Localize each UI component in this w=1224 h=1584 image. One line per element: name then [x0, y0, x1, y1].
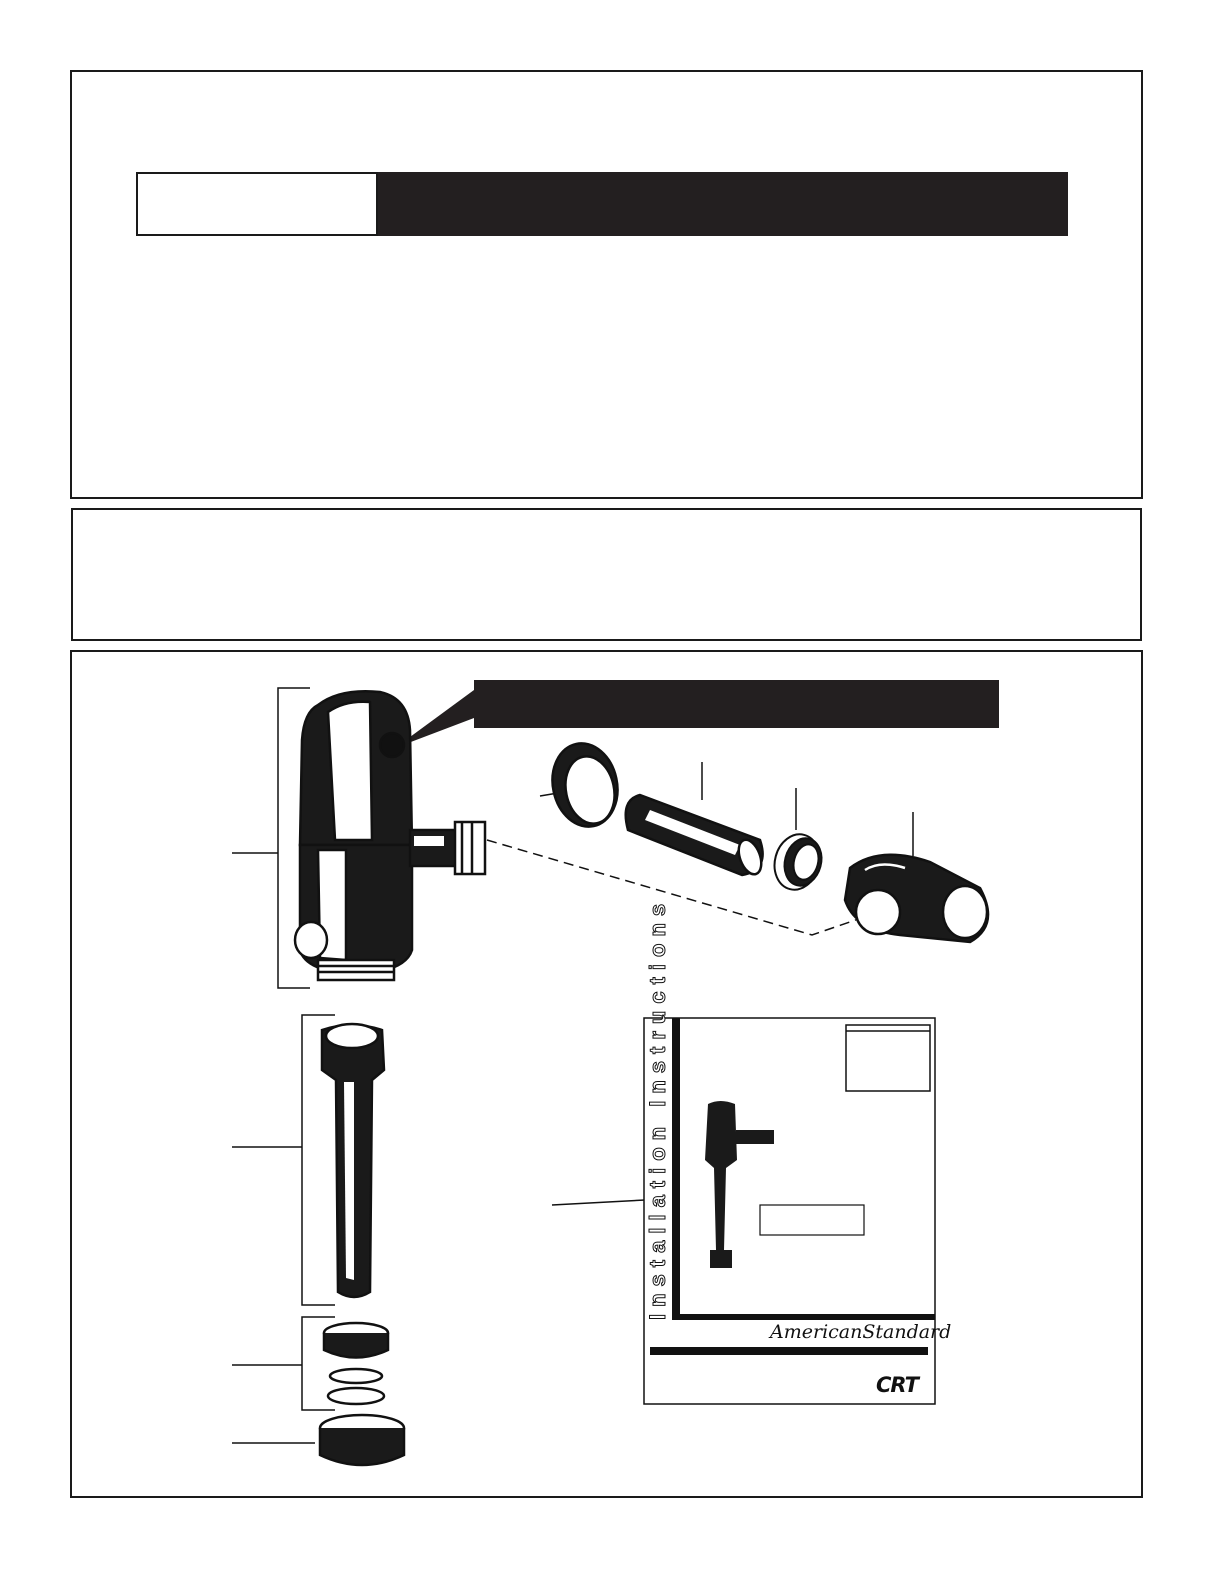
threaded-adapter-drawing	[769, 829, 827, 894]
supply-tube-drawing	[626, 795, 766, 877]
stop-valve-drawing	[845, 855, 988, 942]
wall-flange-drawing	[545, 737, 625, 832]
booklet-crt-logo: CRT	[876, 1373, 918, 1397]
instruction-booklet-drawing	[644, 1018, 952, 1404]
flushometer-valve-drawing	[295, 691, 485, 980]
vacuum-breaker-tube-drawing	[322, 1024, 384, 1297]
booklet-brand-logo: AmericanStandard	[770, 1321, 952, 1343]
spud-coupling-drawing	[320, 1323, 404, 1465]
